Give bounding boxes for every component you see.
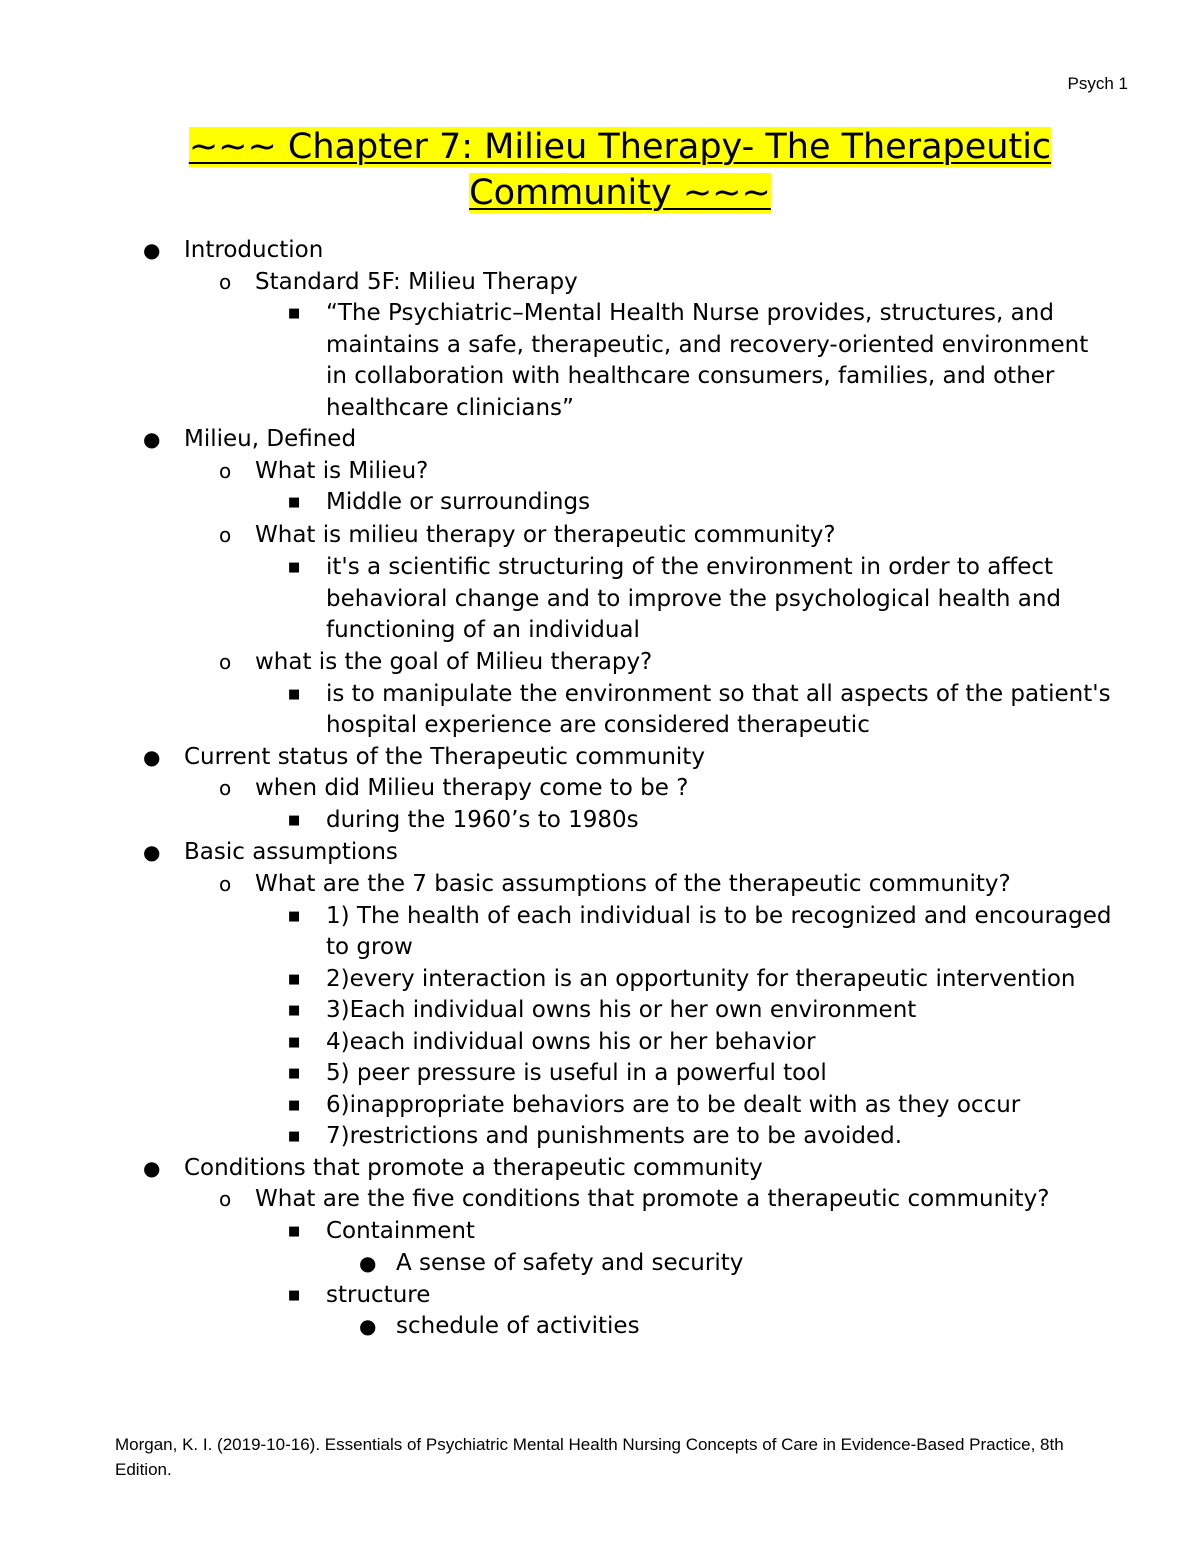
list-item: o What are the 7 basic assumptions of the therapeutic community?	[0, 869, 1200, 901]
list-item: o What are the five conditions that promote a therapeutic community?	[0, 1184, 1200, 1216]
bullet-circle-icon: o	[219, 523, 232, 547]
bullet-square-icon: ■	[288, 1034, 301, 1050]
bullet-disc-icon: ●	[359, 1251, 377, 1275]
notes-outline	[0, 235, 1200, 1343]
bullet-square-icon: ■	[288, 1129, 301, 1144]
bullet-circle-icon: o	[219, 458, 232, 483]
list-item: ● Introduction	[0, 235, 1200, 267]
list-item: ● Basic assumptions	[0, 837, 1200, 869]
bullet-square-icon: ■	[288, 908, 301, 924]
bullet-square-icon: ■	[288, 971, 301, 987]
list-item: o What is milieu therapy or therapeutic community?	[0, 520, 1200, 552]
list-item: ● A sense of safety and security	[0, 1248, 1200, 1280]
bullet-square-icon: ■	[288, 686, 301, 702]
list-item: o Standard 5F: Milieu Therapy	[0, 267, 1200, 299]
bullet-square-icon: ■	[288, 560, 301, 575]
list-item: ■ 5) peer pressure is useful in a powerful tool	[0, 1058, 1200, 1090]
chapter-title-text: ~~~ Chapter 7: Milieu Therapy- The Therapeutic Community ~~~	[188, 127, 1052, 213]
bullet-circle-icon: o	[219, 871, 232, 896]
bullet-disc-icon: ●	[143, 427, 161, 451]
bullet-disc-icon: ●	[359, 1314, 377, 1338]
bullet-circle-icon: o	[219, 649, 232, 674]
page-header: Psych 1	[1067, 74, 1128, 93]
list-item: ■ Containment	[0, 1216, 1200, 1248]
list-item: ■ 1) The health of each individual is to be recognized and encouraged to grow	[288, 902, 1112, 960]
list-item: ■ 2)every interaction is an opportunity for therapeutic intervention	[0, 964, 1200, 996]
bullet-disc-icon: ●	[143, 744, 161, 769]
bullet-square-icon: ■	[288, 495, 301, 510]
bullet-square-icon: ■	[288, 306, 301, 321]
bullet-circle-icon: o	[219, 1187, 232, 1211]
bullet-square-icon: ■	[288, 1066, 301, 1081]
list-item: o What is Milieu?	[0, 456, 1200, 488]
list-item: ■ 3)Each individual owns his or her own environment	[0, 995, 1200, 1027]
bullet-square-icon: ■	[288, 1287, 301, 1303]
list-item: o when did Milieu therapy come to be ?	[0, 773, 1200, 805]
bullet-square-icon: ■	[288, 1003, 301, 1018]
bullet-square-icon: ■	[288, 1097, 301, 1113]
bullet-circle-icon: o	[219, 776, 232, 800]
list-item: ● Milieu, Defined	[0, 424, 1200, 456]
list-item: ● Conditions that promote a therapeutic community	[0, 1153, 1200, 1185]
list-item: ■ 6)inappropriate behaviors are to be dealt with as they occur	[0, 1090, 1200, 1122]
list-item: ■ Middle or surroundings	[0, 487, 1200, 520]
citation-footer: Morgan, K. I. (2019-10-16). Essentials of Psychiatric Mental Health Nursing Concepts of Care in Evidence-Based Practice, 8th Edition.	[115, 1435, 1064, 1479]
bullet-square-icon: ■	[288, 813, 301, 828]
list-item: ■ it's a scientific structuring of the environment in order to affect behavioral change and to improve the psychological health and functioning of an individual	[288, 554, 1062, 643]
list-item: ■ 7)restrictions and punishments are to be avoided.	[0, 1121, 1200, 1153]
list-item: ■ during the 1960’s to 1980s	[0, 805, 1200, 837]
list-item: ■ structure	[0, 1280, 1200, 1312]
list-item: ■ 4)each individual owns his or her behavior	[0, 1027, 1200, 1059]
list-item: o what is the goal of Milieu therapy?	[0, 647, 1200, 679]
list-item: ■ is to manipulate the environment so that all aspects of the patient's hospital experience are considered therapeutic	[288, 680, 1111, 738]
list-item: ● Current status of the Therapeutic community	[0, 742, 1200, 774]
bullet-disc-icon: ●	[143, 840, 161, 864]
bullet-disc-icon: ●	[143, 238, 161, 262]
bullet-circle-icon: o	[219, 269, 232, 294]
bullet-square-icon: ■	[288, 1224, 301, 1239]
list-item: ● schedule of activities	[0, 1311, 1200, 1343]
chapter-title	[100, 124, 1140, 216]
bullet-disc-icon: ●	[143, 1155, 161, 1180]
list-item: ■ “The Psychiatric–Mental Health Nurse provides, structures, and maintains a safe, therapeutic, and recovery-oriented environment in collaboration with healthcare consumers, families, and other healthcare clinicians”	[288, 300, 1089, 421]
